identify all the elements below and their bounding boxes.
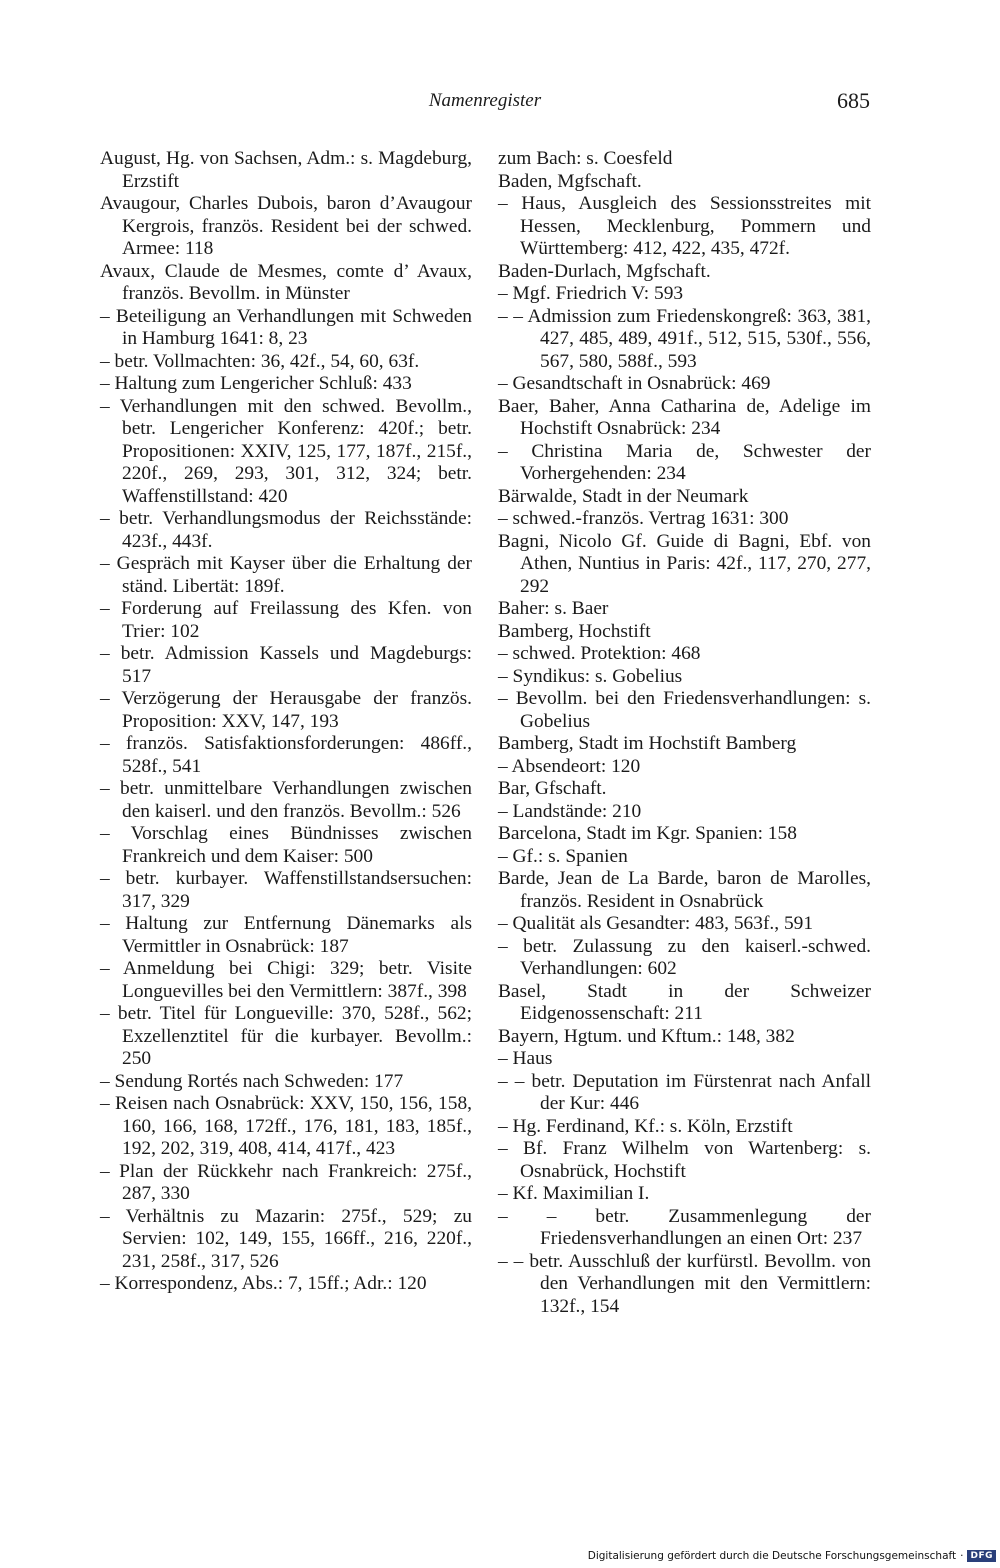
page-header xyxy=(100,88,870,118)
index-entry: – Christina Maria de, Schwester der Vorhergehenden: 234 xyxy=(498,440,871,484)
index-entry: – Beteiligung an Verhandlungen mit Schweden in Hamburg 1641: 8, 23 xyxy=(100,305,472,349)
index-entry: – Gespräch mit Kayser über die Erhaltung der ständ. Libertät: 189f. xyxy=(100,553,472,597)
index-entry: – Bf. Franz Wilhelm von Wartenberg: s. Osnabrück, Hochstift xyxy=(498,1138,871,1182)
index-entry: Bayern, Hgtum. und Kftum.: 148, 382 xyxy=(498,1025,795,1047)
index-entry: – Sendung Rortés nach Schweden: 177 xyxy=(100,1070,404,1092)
index-entry: – Mgf. Friedrich V: 593 xyxy=(498,283,684,304)
index-entry: August, Hg. von Sachsen, Adm.: s. Magdeburg, Erzstift xyxy=(100,148,472,192)
index-entry: Bar, Gfschaft. xyxy=(498,778,607,799)
index-entry: – Haltung zum Lengericher Schluß: 433 xyxy=(100,373,412,394)
left-column xyxy=(100,148,472,1296)
index-entry: Avaugour, Charles Dubois, baron d’Avaugour Kergrois, französ. Resident bei der schwed. Armee: 118 xyxy=(100,193,472,259)
index-entry: – Qualität als Gesandter: 483, 563f., 591 xyxy=(498,913,814,934)
footer-separator: · xyxy=(960,1550,964,1562)
index-entry: zum Bach: s. Coesfeld xyxy=(498,148,673,169)
index-entry: – Verzögerung der Herausgabe der französ. Proposition: XXV, 147, 193 xyxy=(100,688,472,732)
index-entry: Bamberg, Hochstift xyxy=(498,620,651,642)
index-entry: Bamberg, Stadt im Hochstift Bamberg xyxy=(498,733,797,754)
index-entry: – betr. kurbayer. Waffenstillstandsersuchen: 317, 329 xyxy=(100,868,472,912)
index-entry: – Verhandlungen mit den schwed. Bevollm., betr. Lengericher Konferenz: 420f.; betr. Propositionen: XXIV, 125, 177, 187f., 215f., 220f., 269, 293, 301, 312, 324; betr. Waffenstillstand: 420 xyxy=(100,395,472,507)
index-entry: – schwed.-französ. Vertrag 1631: 300 xyxy=(498,508,789,529)
index-entry: – Kf. Maximilian I. xyxy=(498,1183,650,1204)
index-entry: – Landstände: 210 xyxy=(498,800,642,822)
index-entry: Baer, Baher, Anna Catharina de, Adelige im Hochstift Osnabrück: 234 xyxy=(498,395,871,439)
index-entry: – – betr. Deputation im Fürstenrat nach Anfall der Kur: 446 xyxy=(498,1070,871,1114)
index-entry: Baher: s. Baer xyxy=(498,598,609,619)
index-entry: – schwed. Protektion: 468 xyxy=(498,643,701,664)
index-entry: – Gf.: s. Spanien xyxy=(498,845,628,867)
index-entry: – – betr. Ausschluß der kurfürstl. Bevollm. von den Verhandlungen mit den Vermittlern: 132f., 154 xyxy=(498,1250,871,1317)
index-entry: Barde, Jean de La Barde, baron de Marolles, französ. Resident in Osnabrück xyxy=(498,868,871,912)
index-entry: Avaux, Claude de Mesmes, comte d’ Avaux, französ. Bevollm. in Münster xyxy=(100,260,472,304)
index-entry: – Haltung zur Entfernung Dänemarks als Vermittler in Osnabrück: 187 xyxy=(100,913,472,957)
index-entry: – Hg. Ferdinand, Kf.: s. Köln, Erzstift xyxy=(498,1115,793,1137)
index-entry: – Plan der Rückkehr nach Frankreich: 275f., 287, 330 xyxy=(100,1160,472,1204)
index-entry: – Syndikus: s. Gobelius xyxy=(498,665,683,687)
index-entry: – Anmeldung bei Chigi: 329; betr. Visite Longuevilles bei den Vermittlern: 387f., 398 xyxy=(100,958,472,1002)
page-number: 685 xyxy=(837,88,870,113)
index-entry: – Verhältnis zu Mazarin: 275f., 529; zu Servien: 102, 149, 155, 166ff., 216, 220f., 231, 258f., 317, 526 xyxy=(100,1205,472,1272)
index-entry: – betr. Zulassung zu den kaiserl.-schwed. Verhandlungen: 602 xyxy=(498,935,871,979)
index-entry: – betr. Admission Kassels und Magdeburgs: 517 xyxy=(100,643,472,687)
footer xyxy=(588,1550,996,1562)
index-entry: – betr. unmittelbare Verhandlungen zwischen den kaiserl. und den französ. Bevollm.: 526 xyxy=(100,778,472,822)
index-entry: Baden-Durlach, Mgfschaft. xyxy=(498,260,711,282)
index-entry: – Absendeort: 120 xyxy=(498,755,641,777)
index-entry: – Korrespondenz, Abs.: 7, 15ff.; Adr.: 120 xyxy=(100,1273,427,1294)
index-entry: – Reisen nach Osnabrück: XXV, 150, 156, 158, 160, 166, 168, 172ff., 176, 181, 183, 185f., 192, 202, 319, 408, 414, 417f., 423 xyxy=(100,1093,472,1159)
index-entry: Bagni, Nicolo Gf. Guide di Bagni, Ebf. von Athen, Nuntius in Paris: 42f., 117, 270, 277, 292 xyxy=(498,530,871,597)
index-entry: – betr. Vollmachten: 36, 42f., 54, 60, 63f. xyxy=(100,350,420,372)
index-entry: Barcelona, Stadt im Kgr. Spanien: 158 xyxy=(498,823,797,844)
index-entry: Bärwalde, Stadt in der Neumark xyxy=(498,485,749,507)
index-entry: – französ. Satisfaktionsforderungen: 486ff., 528f., 541 xyxy=(100,733,472,777)
index-entry: – betr. Titel für Longueville: 370, 528f., 562; Exzellenztitel für die kurbayer. Bevollm.: 250 xyxy=(100,1003,472,1069)
footer-text: Digitalisierung gefördert durch die Deutsche Forschungsgemeinschaft xyxy=(587,1550,957,1562)
index-entry: – Haus, Ausgleich des Sessionsstreites mit Hessen, Mecklenburg, Pommern und Württemberg: 412, 422, 435, 472f. xyxy=(498,193,871,259)
right-column xyxy=(498,148,871,1318)
dfg-logo: DFG xyxy=(967,1550,996,1562)
running-title: Namenregister xyxy=(428,90,542,111)
index-entry: – Haus xyxy=(498,1048,553,1069)
index-entry: – Bevollm. bei den Friedensverhandlungen: s. Gobelius xyxy=(498,688,871,732)
index-entry: Baden, Mgfschaft. xyxy=(498,170,642,192)
index-entry: – Gesandtschaft in Osnabrück: 469 xyxy=(498,373,771,394)
index-entry: – betr. Verhandlungsmodus der Reichsstände: 423f., 443f. xyxy=(100,508,472,552)
index-entry: – Vorschlag eines Bündnisses zwischen Frankreich und dem Kaiser: 500 xyxy=(100,823,472,867)
index-entry: – – Admission zum Friedenskongreß: 363, 381, 427, 485, 489, 491f., 512, 515, 530f., 556, 567, 580, 588f., 593 xyxy=(498,305,871,372)
index-entry: – – betr. Zusammenlegung der Friedensverhandlungen an einen Ort: 237 xyxy=(498,1205,871,1249)
index-entry: – Forderung auf Freilassung des Kfen. von Trier: 102 xyxy=(100,598,472,642)
index-entry: Basel, Stadt in der Schweizer Eidgenossenschaft: 211 xyxy=(498,980,871,1024)
